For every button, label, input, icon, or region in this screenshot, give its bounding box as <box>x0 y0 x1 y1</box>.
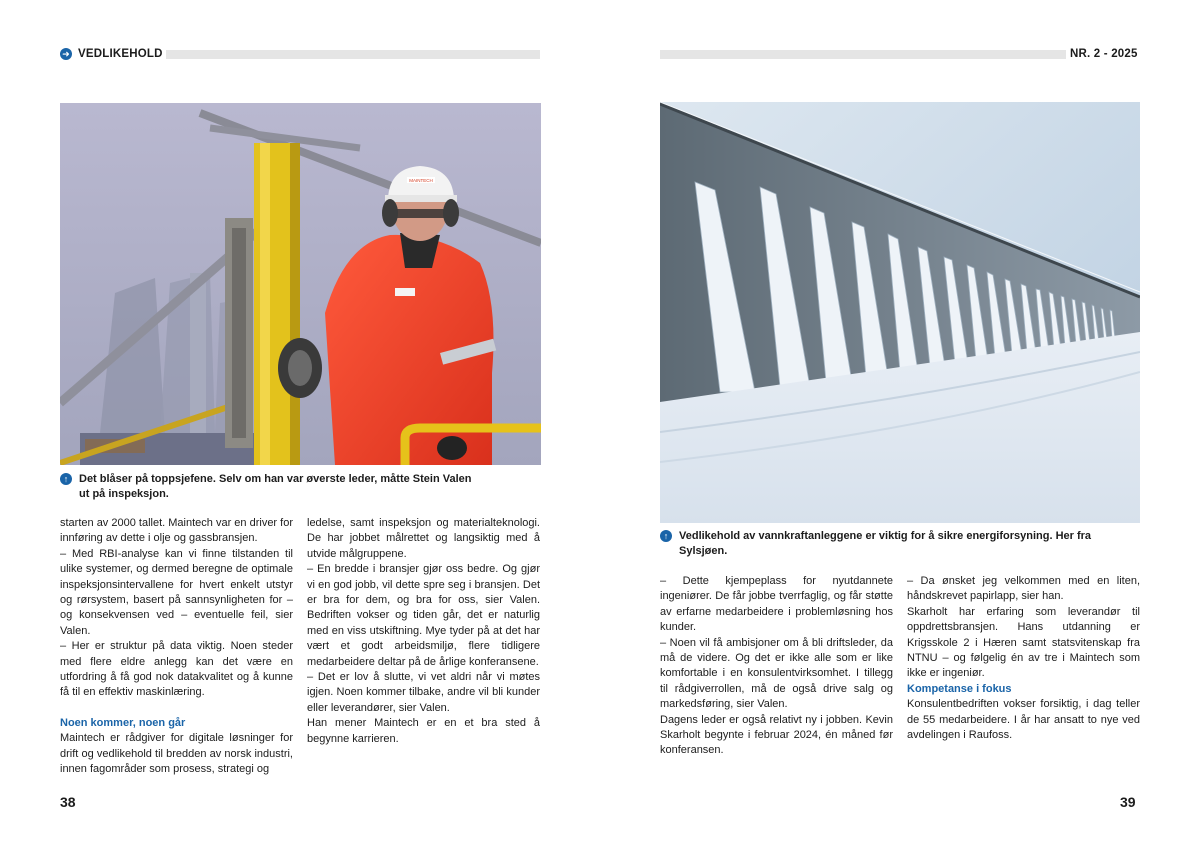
dam-photo <box>660 102 1140 523</box>
text-column-4 <box>907 574 1140 743</box>
paragraph: Maintech er rådgiver for digitale løsninger for drift og vedlikehold til bredden av norsk industri, innen fagområder som prosess, strategi og <box>60 732 293 776</box>
paragraph: Dagens leder er også relativt ny i jobben. Kevin Skarholt begynte i februar 2024, én måned før konferansen. <box>660 713 893 757</box>
section-header <box>60 48 163 60</box>
helmet-logo-text: MAINTECH <box>409 178 433 183</box>
section-label: VEDLIKEHOLD <box>78 48 163 60</box>
paragraph: – Dette kjempeplass for nyutdannete ingeniører. De får jobbe tverrfaglig, og får støtte av erfarne medarbeidere i problemløsning hos kunder. <box>660 575 893 634</box>
paragraph: starten av 2000 tallet. Maintech var en driver for innføring av dette i olje og gassbransjen. <box>60 517 293 545</box>
caption-text: Det blåser på toppsjefene. Selv om han var øverste leder, måtte Stein Valen ut på inspeksjon. <box>79 473 472 500</box>
text-column-1 <box>60 516 293 778</box>
header-bar <box>660 50 1066 59</box>
arrow-up-circle-icon: ↑ <box>660 530 672 542</box>
caption-text: Vedlikehold av vannkraftanleggene er viktig for å sikre energiforsyning. Her fra Sylsjøen. <box>679 530 1092 557</box>
paragraph: Skarholt har erfaring som leverandør til oppdrettsbransjen. Hans utdanning er Krigsskole 2 i Hæren samt statsvitenskap fra NTNU – og følgelig én av tre i Maintech som ikke er ingeniør. <box>907 605 1140 680</box>
arrow-up-circle-icon: ↑ <box>60 473 72 485</box>
paragraph: ledelse, samt inspeksjon og materialteknologi. De har jobbet målrettet og langsiktig med å utvide målgruppene. <box>307 517 540 560</box>
arrow-right-circle-icon: ➜ <box>60 48 72 60</box>
paragraph: – Her er struktur på data viktig. Noen steder med flere eldre anlegg kan det være en utfordring å få god nok datakvalitet og å kunne få til en effektiv maskinlæring. <box>60 640 293 699</box>
text-column-3 <box>660 574 893 759</box>
page-number: 38 <box>60 794 76 810</box>
paragraph: Han mener Maintech er en et bra sted å begynne karrieren. <box>307 717 540 745</box>
issue-header <box>1070 48 1138 60</box>
paragraph: – Da ønsket jeg velkommen med en liten, håndskrevet papirlapp, sier han. <box>907 575 1140 603</box>
header-bar <box>166 50 540 59</box>
subheading: Kompetanse i fokus <box>907 682 1012 695</box>
paragraph: – Det er lov å slutte, vi vet aldri når vi møtes igjen. Noen kommer tilbake, andre vil bli kunder eller leverandører, sier Valen. <box>307 671 540 714</box>
paragraph: Konsulentbedriften vokser forsiktig, i dag teller de 55 medarbeidere. I år har ansatt to nye ved avdelingen i Raufoss. <box>907 698 1140 742</box>
text-column-2 <box>307 516 540 747</box>
worker-photo <box>60 103 541 465</box>
photo-caption <box>60 472 480 501</box>
right-page <box>600 0 1200 849</box>
subheading: Noen kommer, noen går <box>60 716 186 729</box>
issue-label: NR. 2 - 2025 <box>1070 48 1138 60</box>
photo-caption <box>660 529 1140 558</box>
paragraph: – Med RBI-analyse kan vi finne tilstanden til ulike systemer, og dermed beregne de optimale inspeksjonsintervallene for hvert enkelt utstyr og rørsystem, basert på sannsynligheten for – og konsekvensen ved – eventuelle feil, sier Valen. <box>60 547 293 637</box>
paragraph: – Noen vil få ambisjoner om å bli driftsleder, da må de videre. Og det er ikke alle som er like komfortable i en konsulentvirksomhet. I tillegg til rådgiverrollen, må de også drive salg og markedsføring, sier Valen. <box>660 636 893 711</box>
paragraph: – En bredde i bransjer gjør oss bedre. Og gjør vi en god jobb, vil dette spre seg i bransjen. Det er bra for dem, og bra for oss, sier Valen. Bedriften vokser og tiden går, det er naturlig med en viss utskiftning. Mye tyder på at det har vært et godt arbeidsmiljø, flere tidligere medarbeidere deltar på de årlige konferansene. <box>307 563 540 668</box>
page-number: 39 <box>1120 794 1136 810</box>
